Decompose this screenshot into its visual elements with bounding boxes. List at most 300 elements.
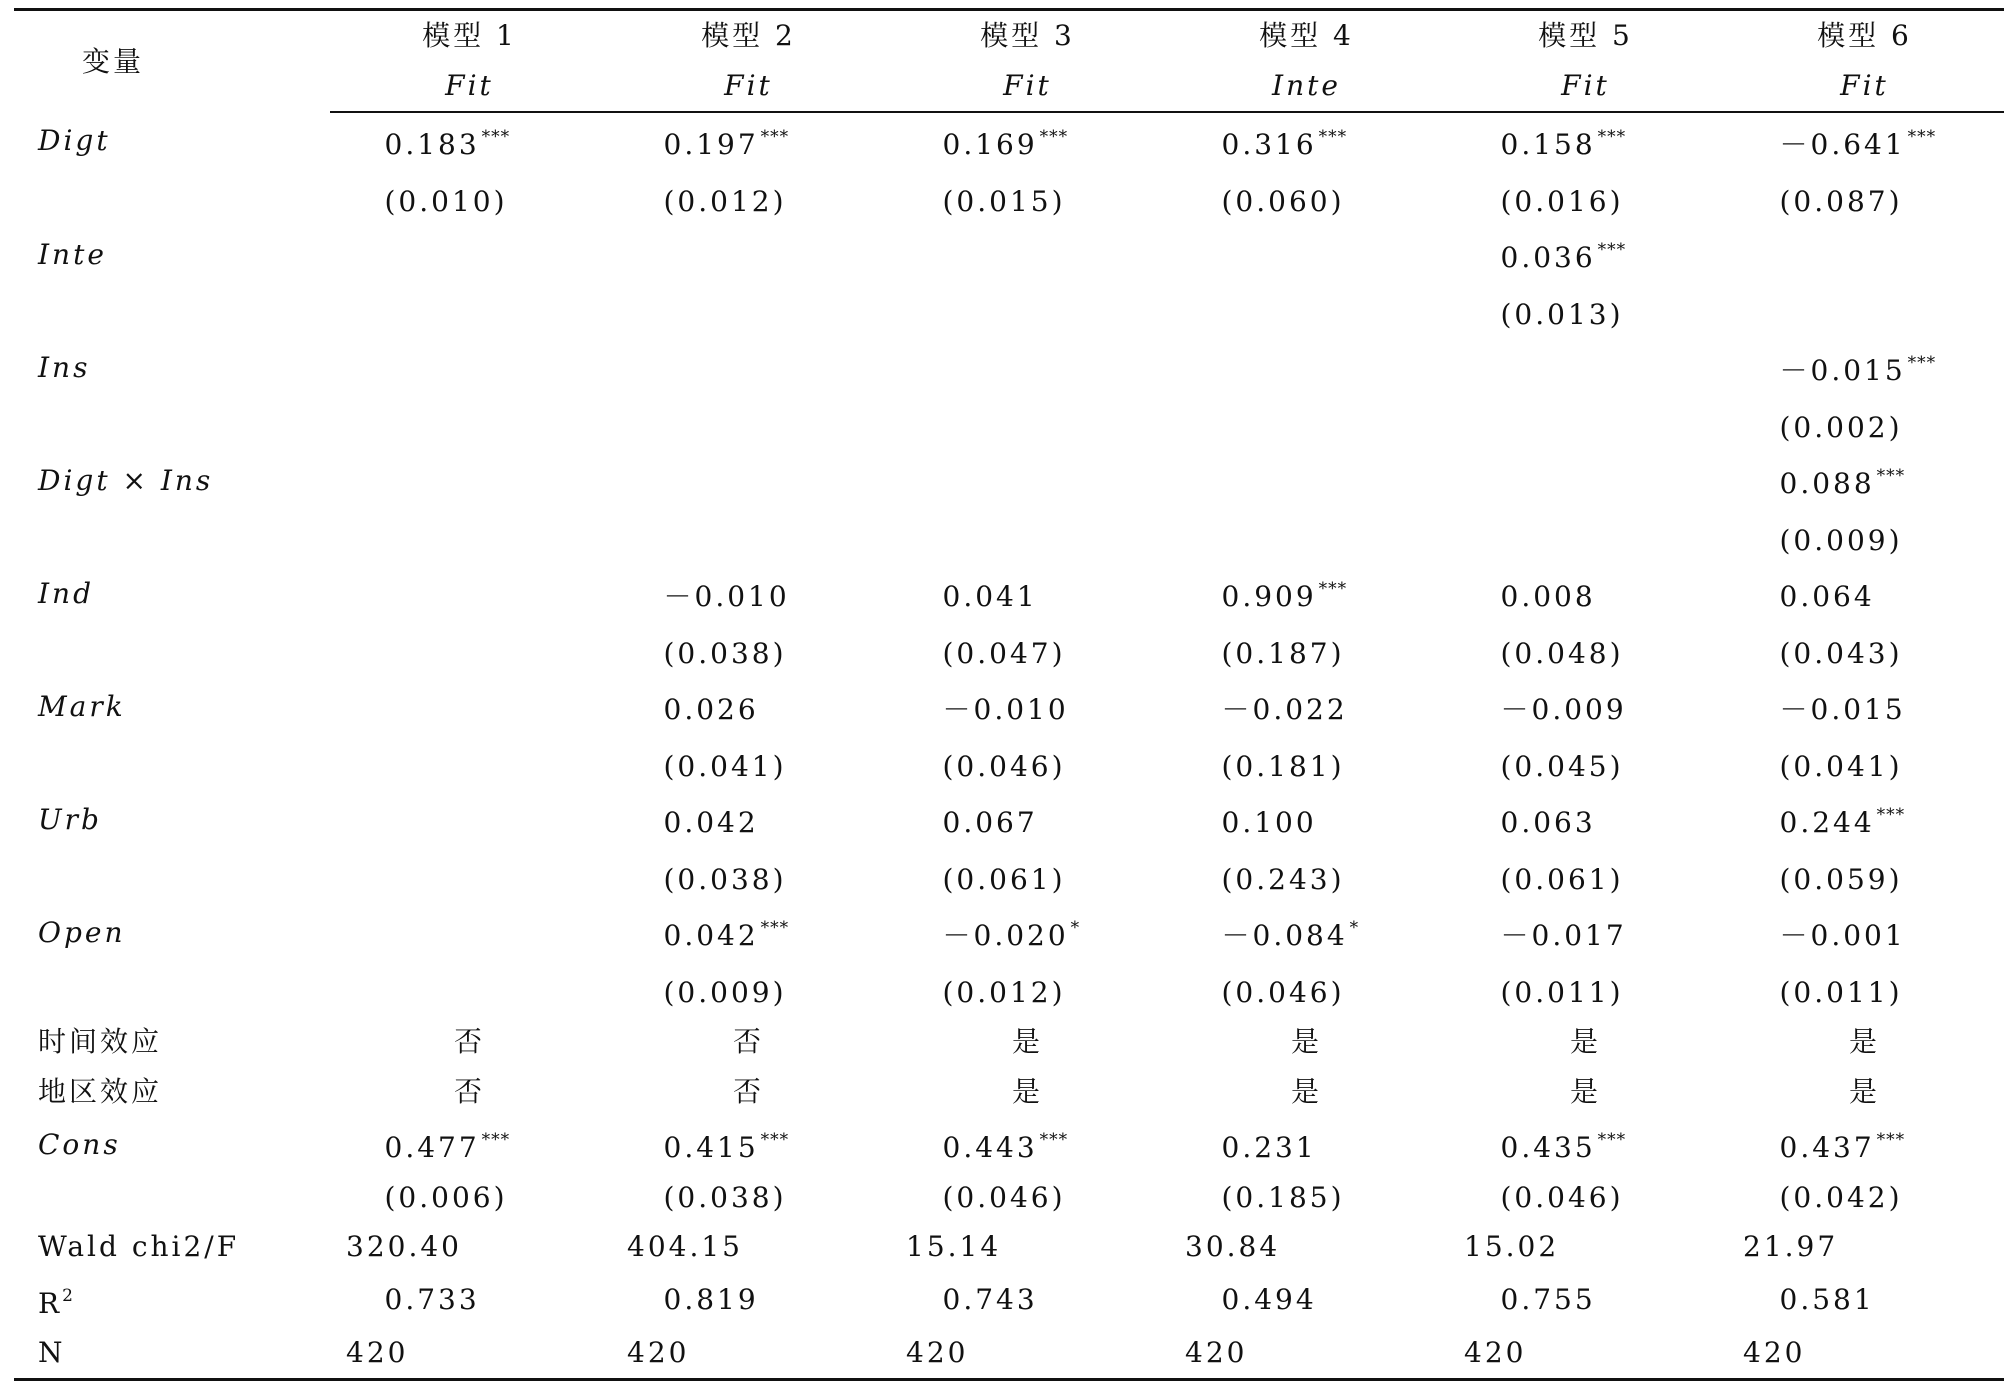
effect-cell: [1446, 1017, 1725, 1067]
n-label: N: [14, 1328, 330, 1379]
n-value: 420: [1725, 1328, 2004, 1379]
effect-value: 是: [1569, 1074, 1601, 1108]
cell-value-wrap: [1222, 848, 1392, 905]
cell-value: －0.641: [1779, 128, 1906, 161]
cell-value: －0.015: [1779, 354, 1906, 387]
table-cell: [888, 735, 1167, 792]
r2-value: [609, 1272, 888, 1329]
significance-stars: ***: [1876, 466, 1906, 486]
table-row: [14, 848, 2004, 905]
table-row: [14, 339, 2004, 396]
table-cell: [888, 339, 1167, 396]
table-cell: [1167, 848, 1446, 905]
cell-value-wrap: [1780, 452, 1950, 509]
cell-value-wrap: [943, 735, 1113, 792]
cell-value-wrap: [1222, 113, 1392, 170]
regression-table: [14, 8, 2004, 1381]
cell-value: (0.012): [942, 975, 1066, 1009]
cell-value-wrap: [385, 961, 555, 1018]
table-row: [14, 735, 2004, 792]
table-cell: [1446, 339, 1725, 396]
variable-label: Inte: [38, 237, 107, 271]
table-cell: [330, 170, 609, 227]
table-cell: [1446, 735, 1725, 792]
r2-value: [1446, 1272, 1725, 1329]
cell-value-wrap: [1780, 283, 1950, 340]
table-row: [14, 170, 2004, 227]
cell-value-wrap: [664, 283, 834, 340]
cell-value-wrap: [1501, 509, 1671, 566]
effect-cell: [1725, 1067, 2004, 1117]
cell-value-wrap: [385, 509, 555, 566]
wald-value: 21.97: [1743, 1230, 1839, 1263]
cell-value-wrap: [943, 396, 1113, 453]
table-cell: [888, 848, 1167, 905]
table-cell: [609, 622, 888, 679]
effect-cell: [1446, 1067, 1725, 1117]
cell-value-wrap: [664, 848, 834, 905]
wald-value: 30.84: [1185, 1230, 1281, 1263]
cell-value-wrap: [664, 735, 834, 792]
cell-value: －0.001: [1779, 919, 1906, 952]
cell-value-wrap: [1501, 565, 1671, 622]
table-cell: [1167, 1173, 1446, 1223]
cell-value-wrap: [1780, 339, 1950, 396]
table-row: [14, 452, 2004, 509]
table-row: [14, 283, 2004, 340]
cell-value-wrap: [664, 678, 834, 735]
table-cell: [888, 283, 1167, 340]
cell-value-wrap: [1222, 735, 1392, 792]
cell-value-wrap: [1222, 339, 1392, 396]
table-cell: [1446, 904, 1725, 961]
cell-value: (0.059): [1779, 862, 1903, 896]
cell-value-wrap: [664, 791, 834, 848]
table-cell: [888, 170, 1167, 227]
cell-value: 0.494: [1221, 1283, 1317, 1316]
model-header: 模型 5: [1446, 10, 1725, 62]
significance-stars: ***: [1876, 805, 1906, 825]
table-cell: [888, 1116, 1167, 1173]
cell-value-wrap: [1501, 904, 1671, 961]
cell-value: (0.046): [942, 749, 1066, 783]
table-cell: [1446, 678, 1725, 735]
r2-value: [1725, 1272, 2004, 1329]
cell-value-wrap: [1501, 339, 1671, 396]
cell-value: 0.158: [1500, 128, 1596, 161]
cell-value-wrap: [1780, 396, 1950, 453]
cell-value-wrap: [1780, 848, 1950, 905]
r2-value: [330, 1272, 609, 1329]
table-cell: [888, 791, 1167, 848]
table-cell: [1167, 791, 1446, 848]
cell-value: 0.316: [1221, 128, 1317, 161]
model-header: 模型 1: [330, 10, 609, 62]
regression-table-container: [14, 8, 2004, 1381]
cell-value-wrap: [385, 678, 555, 735]
table-cell: [888, 904, 1167, 961]
cell-value: (0.006): [384, 1180, 508, 1214]
cell-value-wrap: [1222, 904, 1392, 961]
table-cell: [1725, 283, 2004, 340]
table-cell: [1446, 170, 1725, 227]
cell-value: (0.011): [1500, 975, 1624, 1009]
effect-value: 否: [732, 1025, 764, 1058]
cell-value-wrap: [1501, 226, 1671, 283]
cell-value: 0.042: [663, 919, 759, 952]
cell-value: (0.243): [1221, 862, 1345, 896]
table-cell: [330, 678, 609, 735]
cell-value-wrap: [943, 622, 1113, 679]
r2-value: [888, 1272, 1167, 1329]
effect-cell: [330, 1017, 609, 1067]
cell-value: 0.244: [1779, 806, 1875, 839]
cell-value-wrap: [385, 565, 555, 622]
table-cell: [609, 339, 888, 396]
table-cell: [888, 396, 1167, 453]
table-cell: [1725, 1116, 2004, 1173]
cell-value-wrap: [1222, 1116, 1392, 1173]
cell-value-wrap: [664, 622, 834, 679]
table-cell: [1446, 1173, 1725, 1223]
table-row: [14, 226, 2004, 283]
cell-value: (0.061): [1500, 862, 1624, 896]
cell-value: 0.733: [384, 1283, 480, 1316]
cell-value: 0.437: [1779, 1131, 1875, 1164]
cell-value-wrap: [1222, 622, 1392, 679]
table-cell: [888, 509, 1167, 566]
cell-value: (0.181): [1221, 749, 1345, 783]
table-cell: [609, 170, 888, 227]
significance-stars: ***: [1907, 353, 1937, 373]
n-value: 420: [330, 1328, 609, 1379]
cell-value-wrap: [1501, 452, 1671, 509]
cell-value: (0.012): [663, 184, 787, 218]
effect-cell: [1725, 1017, 2004, 1067]
table-cell: [1446, 791, 1725, 848]
dependent-var-header: Fit: [1725, 61, 2004, 112]
variable-label: Digt × Ins: [38, 463, 214, 497]
table-cell: [330, 112, 609, 170]
table-cell: [1167, 622, 1446, 679]
cell-value-wrap: [1501, 961, 1671, 1018]
table-cell: [609, 1173, 888, 1223]
variable-label: [14, 283, 330, 340]
table-cell: [1167, 226, 1446, 283]
effect-cell: [609, 1067, 888, 1117]
table-cell: [609, 678, 888, 735]
cell-value-wrap: [943, 339, 1113, 396]
wald-label: Wald chi2/F: [38, 1230, 240, 1263]
cell-value: 0.231: [1221, 1131, 1317, 1164]
cell-value: (0.087): [1779, 184, 1903, 218]
variable-label: [14, 396, 330, 453]
model-header: 模型 4: [1167, 10, 1446, 62]
table-cell: [1725, 226, 2004, 283]
significance-stars: *: [1349, 918, 1360, 938]
table-cell: [1446, 509, 1725, 566]
variable-label: 时间效应: [38, 1025, 163, 1058]
effect-value: 否: [453, 1074, 485, 1108]
table-cell: [609, 226, 888, 283]
table-cell: [1446, 622, 1725, 679]
table-row-wald: [14, 1222, 2004, 1272]
table-cell: [1167, 678, 1446, 735]
table-row: [14, 509, 2004, 566]
table-cell: [1725, 1173, 2004, 1223]
r2-label: [14, 1272, 330, 1329]
table-cell: [330, 791, 609, 848]
table-cell: [1725, 509, 2004, 566]
effect-cell: [888, 1017, 1167, 1067]
cell-value-wrap: [385, 113, 555, 170]
table-row-effect: [14, 1067, 2004, 1117]
model-header: 模型 6: [1725, 10, 2004, 62]
cell-value-wrap: [1780, 565, 1950, 622]
table-row-r2: [14, 1272, 2004, 1329]
dependent-var-header: Fit: [888, 61, 1167, 112]
significance-stars: ***: [1876, 1130, 1906, 1150]
table-cell: [609, 961, 888, 1018]
effect-value: 否: [453, 1025, 485, 1058]
cell-value-wrap: [1501, 283, 1671, 340]
n-value: 420: [1446, 1328, 1725, 1379]
table-cell: [1167, 452, 1446, 509]
cell-value-wrap: [1501, 735, 1671, 792]
table-cell: [1446, 283, 1725, 340]
table-cell: [1725, 396, 2004, 453]
cell-value: 0.909: [1221, 580, 1317, 613]
significance-stars: ***: [760, 127, 790, 147]
cell-value: 0.819: [663, 1283, 759, 1316]
variable-label: Urb: [38, 802, 102, 836]
cell-value-wrap: [1780, 1116, 1950, 1173]
cell-value-wrap: [664, 1116, 834, 1173]
cell-value-wrap: [1780, 735, 1950, 792]
cell-value: 0.100: [1221, 806, 1317, 839]
table-cell: [1725, 112, 2004, 170]
cell-value-wrap: [664, 904, 834, 961]
cell-value-wrap: [1222, 961, 1392, 1018]
cell-value-wrap: [664, 113, 834, 170]
cell-value-wrap: [943, 1116, 1113, 1173]
cell-value-wrap: [385, 791, 555, 848]
table-cell: [330, 339, 609, 396]
model-header: 模型 3: [888, 10, 1167, 62]
dependent-var-header: Fit: [1446, 61, 1725, 112]
cell-value-wrap: [1780, 904, 1950, 961]
n-value: 420: [609, 1328, 888, 1379]
table-cell: [1725, 452, 2004, 509]
table-cell: [888, 565, 1167, 622]
cell-value-wrap: [1501, 791, 1671, 848]
cell-value: －0.010: [663, 580, 790, 613]
variable-label: Ind: [38, 576, 95, 610]
table-cell: [1725, 622, 2004, 679]
cell-value: －0.022: [1221, 693, 1348, 726]
cell-value-wrap: [385, 735, 555, 792]
cell-value: (0.038): [663, 1180, 787, 1214]
cell-value: 0.041: [942, 580, 1038, 613]
cell-value: 0.183: [384, 128, 480, 161]
cell-value-wrap: [1222, 678, 1392, 735]
variable-label: Ins: [38, 350, 91, 384]
cell-value: (0.011): [1779, 975, 1903, 1009]
cell-value: (0.041): [663, 749, 787, 783]
table-cell: [330, 735, 609, 792]
variable-label: [14, 848, 330, 905]
table-cell: [1167, 904, 1446, 961]
table-cell: [609, 112, 888, 170]
cell-value-wrap: [943, 791, 1113, 848]
table-row: [14, 904, 2004, 961]
significance-stars: ***: [1597, 127, 1627, 147]
table-cell: [1725, 791, 2004, 848]
table-row: [14, 791, 2004, 848]
cell-value: 0.581: [1779, 1283, 1875, 1316]
cell-value-wrap: [943, 509, 1113, 566]
table-cell: [1167, 961, 1446, 1018]
cell-value: (0.046): [942, 1180, 1066, 1214]
variable-column-header: 变量: [14, 10, 330, 113]
table-cell: [1725, 565, 2004, 622]
table-body: [14, 112, 2004, 1379]
effect-value: 是: [1290, 1074, 1322, 1108]
dependent-var-header: Fit: [609, 61, 888, 112]
r2-value: [1167, 1272, 1446, 1329]
cell-value: 0.064: [1779, 580, 1875, 613]
table-cell: [330, 848, 609, 905]
significance-stars: ***: [1318, 579, 1348, 599]
cell-value-wrap: [943, 452, 1113, 509]
cell-value-wrap: [943, 565, 1113, 622]
variable-label: [14, 1173, 330, 1223]
table-cell: [888, 678, 1167, 735]
cell-value-wrap: [1501, 396, 1671, 453]
table-cell: [1167, 735, 1446, 792]
table-cell: [1446, 452, 1725, 509]
table-cell: [1725, 735, 2004, 792]
cell-value: (0.046): [1221, 975, 1345, 1009]
table-cell: [1167, 1116, 1446, 1173]
table-cell: [888, 622, 1167, 679]
cell-value-wrap: [1501, 622, 1671, 679]
table-cell: [1167, 170, 1446, 227]
variable-label: Digt: [38, 124, 111, 157]
significance-stars: *: [1070, 918, 1081, 938]
cell-value: (0.002): [1779, 410, 1903, 444]
cell-value-wrap: [943, 170, 1113, 227]
cell-value: (0.047): [942, 636, 1066, 670]
cell-value-wrap: [385, 396, 555, 453]
cell-value-wrap: [385, 226, 555, 283]
cell-value: (0.046): [1500, 1180, 1624, 1214]
cell-value-wrap: [1780, 226, 1950, 283]
cell-value-wrap: [943, 904, 1113, 961]
cell-value-wrap: [1222, 452, 1392, 509]
cell-value-wrap: [943, 226, 1113, 283]
table-cell: [330, 1173, 609, 1223]
cell-value-wrap: [385, 452, 555, 509]
table-cell: [1446, 112, 1725, 170]
wald-value: 15.02: [1464, 1230, 1560, 1263]
table-cell: [609, 452, 888, 509]
cell-value-wrap: [1501, 170, 1671, 227]
r2-label-superscript: 2: [62, 1285, 76, 1306]
significance-stars: ***: [1318, 127, 1348, 147]
dependent-var-header: Inte: [1167, 61, 1446, 112]
cell-value-wrap: [1501, 1116, 1671, 1173]
cell-value-wrap: [385, 622, 555, 679]
cell-value-wrap: [1501, 113, 1671, 170]
table-cell: [1167, 112, 1446, 170]
cell-value-wrap: [943, 283, 1113, 340]
table-row-cons: [14, 1116, 2004, 1173]
table-cell: [330, 509, 609, 566]
cell-value: (0.038): [663, 862, 787, 896]
cell-value: (0.016): [1500, 184, 1624, 218]
table-cell: [1446, 961, 1725, 1018]
cell-value-wrap: [385, 170, 555, 227]
cell-value: －0.010: [942, 693, 1069, 726]
cell-value-wrap: [1222, 170, 1392, 227]
cell-value-wrap: [1780, 509, 1950, 566]
table-cell: [1446, 1116, 1725, 1173]
effect-cell: [1167, 1067, 1446, 1117]
table-cell: [330, 283, 609, 340]
cell-value: (0.060): [1221, 184, 1345, 218]
table-cell: [1167, 339, 1446, 396]
header-row-models: [14, 10, 2004, 62]
table-cell: [330, 565, 609, 622]
cell-value-wrap: [385, 848, 555, 905]
effect-cell: [888, 1067, 1167, 1117]
cell-value: (0.038): [663, 636, 787, 670]
table-cell: [1725, 848, 2004, 905]
table-row-effect: [14, 1017, 2004, 1067]
cell-value: (0.042): [1779, 1180, 1903, 1214]
significance-stars: ***: [481, 127, 511, 147]
cell-value-wrap: [1780, 113, 1950, 170]
cell-value-wrap: [1501, 678, 1671, 735]
table-cell: [609, 735, 888, 792]
cell-value-wrap: [1780, 170, 1950, 227]
effect-value: 是: [1848, 1025, 1880, 1058]
cell-value: 0.088: [1779, 467, 1875, 500]
table-cell: [1725, 678, 2004, 735]
cell-value: 0.477: [384, 1131, 480, 1164]
cell-value: (0.041): [1779, 749, 1903, 783]
significance-stars: ***: [1597, 1130, 1627, 1150]
cell-value: －0.015: [1779, 693, 1906, 726]
table-cell: [888, 226, 1167, 283]
variable-label: 地区效应: [38, 1074, 163, 1108]
table-cell: [330, 1116, 609, 1173]
effect-value: 是: [1290, 1025, 1322, 1058]
cell-value: 0.067: [942, 806, 1038, 839]
table-cell: [609, 396, 888, 453]
table-cell: [330, 622, 609, 679]
table-header: [14, 10, 2004, 113]
cell-value-wrap: [664, 961, 834, 1018]
effect-cell: [609, 1017, 888, 1067]
effect-value: 是: [1569, 1025, 1601, 1058]
table-cell: [1167, 509, 1446, 566]
variable-label: Mark: [38, 689, 126, 723]
cell-value-wrap: [664, 565, 834, 622]
significance-stars: ***: [1039, 1130, 1069, 1150]
significance-stars: ***: [760, 918, 790, 938]
